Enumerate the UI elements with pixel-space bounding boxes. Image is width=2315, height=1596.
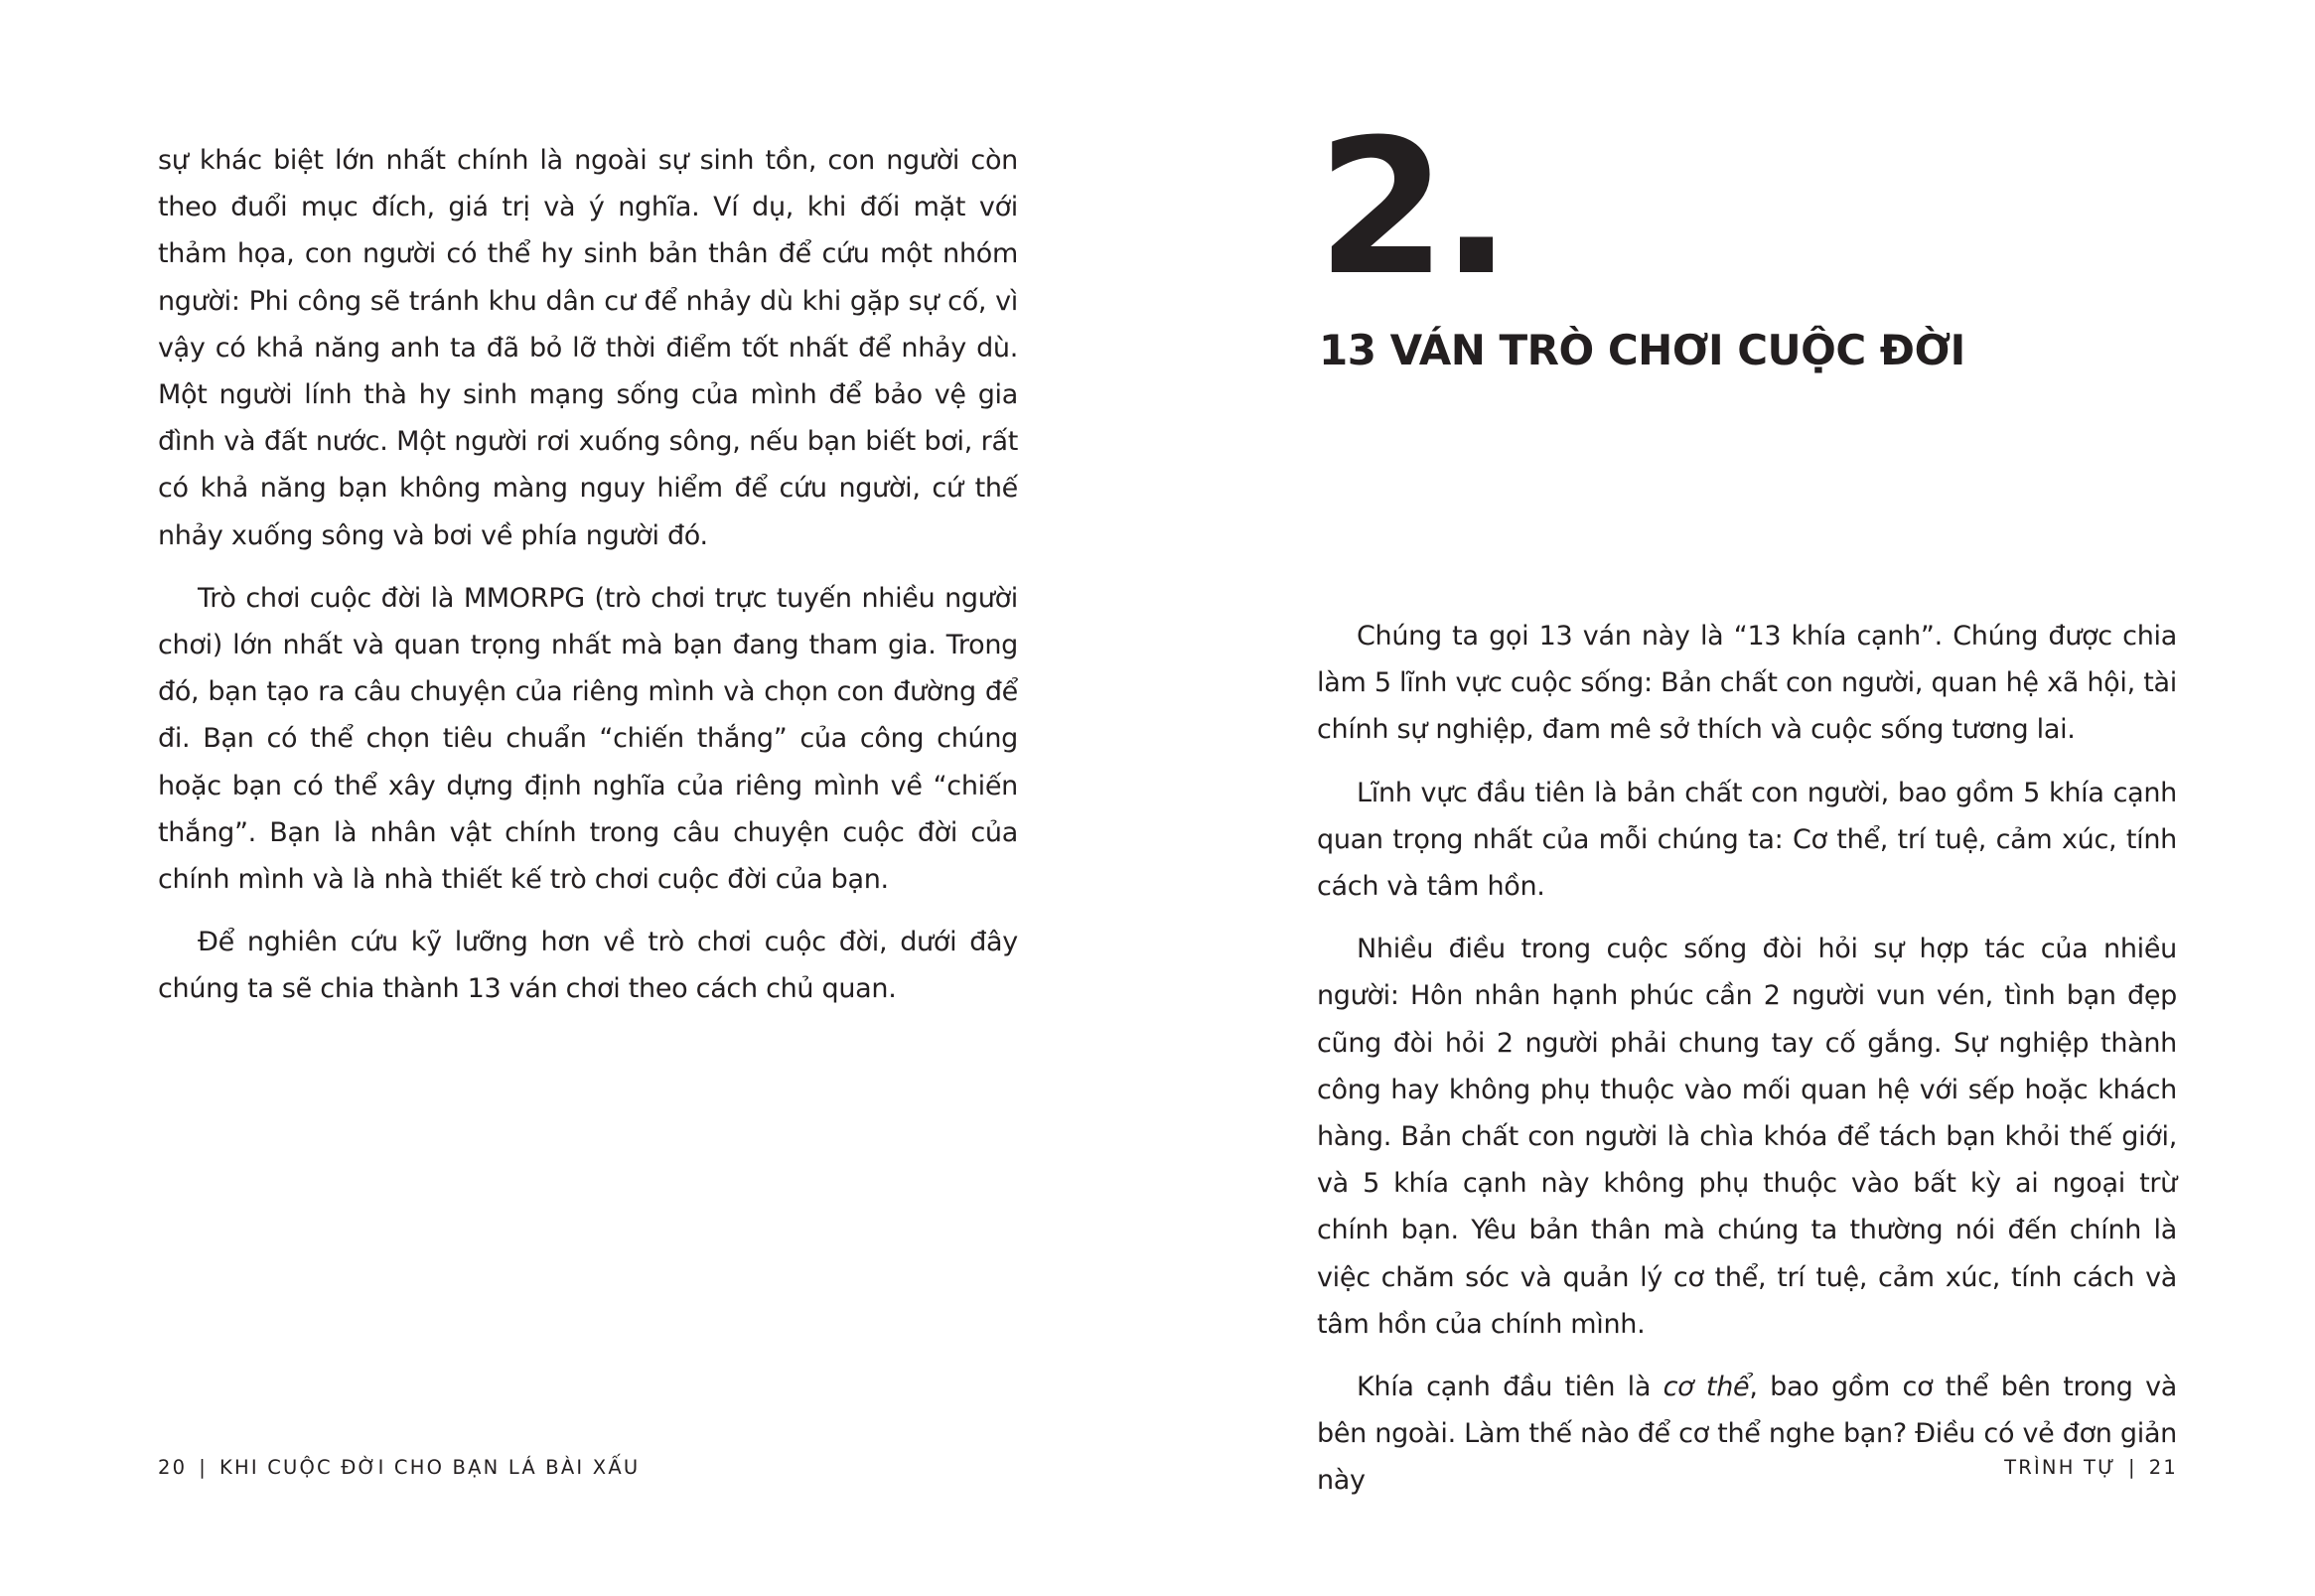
footer-separator: |: [199, 1456, 208, 1479]
chapter-title: 13 VÁN TRÒ CHƠI CUỘC ĐỜI: [1319, 326, 1965, 374]
paragraph-with-emphasis: [1317, 1364, 2177, 1505]
left-page: [0, 0, 1157, 1596]
emphasis-text: cơ thể: [1663, 1372, 1750, 1403]
paragraph: Trò chơi cuộc đời là MMORPG (trò chơi trực tuyến nhiều người chơi) lớn nhất và quan trọng nhất mà bạn đang tham gia. Trong đó, bạn tạo ra câu chuyện của riêng mình và chọn con đường để đi. Bạn có thể chọn tiêu chuẩn “chiến thắng” của công chúng hoặc bạn có thể xây dựng định nghĩa của riêng mình về “chiến thắng”. Bạn là nhân vật chính trong câu chuyện cuộc đời của chính mình và là nhà thiết kế trò chơi cuộc đời của bạn.: [158, 582, 1018, 896]
text-run: Khía cạnh đầu tiên là: [1357, 1372, 1664, 1403]
page-number: 20: [158, 1456, 188, 1479]
left-body-text: [158, 137, 1018, 1029]
chapter-number: 2.: [1317, 99, 1507, 317]
right-page: [1157, 0, 2315, 1596]
left-footer: [158, 1453, 640, 1483]
paragraph: Lĩnh vực đầu tiên là bản chất con người, bao gồm 5 khía cạnh quan trọng nhất của mỗi chúng ta: Cơ thể, trí tuệ, cảm xúc, tính cách và tâm hồn.: [1317, 777, 2177, 903]
right-body-text: [1317, 613, 2177, 1521]
paragraph: Để nghiên cứu kỹ lưỡng hơn về trò chơi cuộc đời, dưới đây chúng ta sẽ chia thành 13 ván chơi theo cách chủ quan.: [158, 927, 1018, 1005]
paragraph: Chúng ta gọi 13 ván này là “13 khía cạnh”. Chúng được chia làm 5 lĩnh vực cuộc sống: Bản chất con người, quan hệ xã hội, tài chính sự nghiệp, đam mê sở thích và cuộc sống tương lai.: [1317, 621, 2177, 746]
text-run: , bao gồm cơ thể bên trong và bên ngoài. Làm thế nào để cơ thể nghe bạn? Điều có vẻ đơn giản này: [1317, 1372, 2178, 1497]
paragraph: Nhiều điều trong cuộc sống đòi hỏi sự hợp tác của nhiều người: Hôn nhân hạnh phúc cần 2 người vun vén, tình bạn đẹp cũng đòi hỏi 2 người phải chung tay cố gắng. Sự nghiệp thành công hay không phụ thuộc vào mối quan hệ với sếp hoặc khách hàng. Bản chất con người là chìa khóa để tách bạn khỏi thế giới, và 5 khía cạnh này không phụ thuộc vào bất kỳ ai ngoại trừ chính bạn. Yêu bản thân mà chúng ta thường nói đến chính là việc chăm sóc và quản lý cơ thể, trí tuệ, cảm xúc, tính cách và tâm hồn của chính mình.: [1317, 934, 2177, 1340]
running-title: KHI CUỘC ĐỜI CHO BẠN LÁ BÀI XẤU: [219, 1456, 641, 1479]
right-footer: [2004, 1453, 2178, 1483]
running-title: TRÌNH TỰ: [2004, 1456, 2116, 1479]
page-number: 21: [2148, 1456, 2178, 1479]
paragraph: sự khác biệt lớn nhất chính là ngoài sự sinh tồn, con người còn theo đuổi mục đích, giá trị và ý nghĩa. Ví dụ, khi đối mặt với thảm họa, con người có thể hy sinh bản thân để cứu một nhóm người: Phi công sẽ tránh khu dân cư để nhảy dù khi gặp sự cố, vì vậy có khả năng anh ta đã bỏ lỡ thời điểm tốt nhất để nhảy dù. Một người lính thà hy sinh mạng sống của mình để bảo vệ gia đình và đất nước. Một người rơi xuống sông, nếu bạn biết bơi, rất có khả năng bạn không màng nguy hiểm để cứu người, cứ thế nhảy xuống sông và bơi về phía người đó.: [158, 145, 1018, 551]
footer-separator: |: [2128, 1456, 2137, 1479]
